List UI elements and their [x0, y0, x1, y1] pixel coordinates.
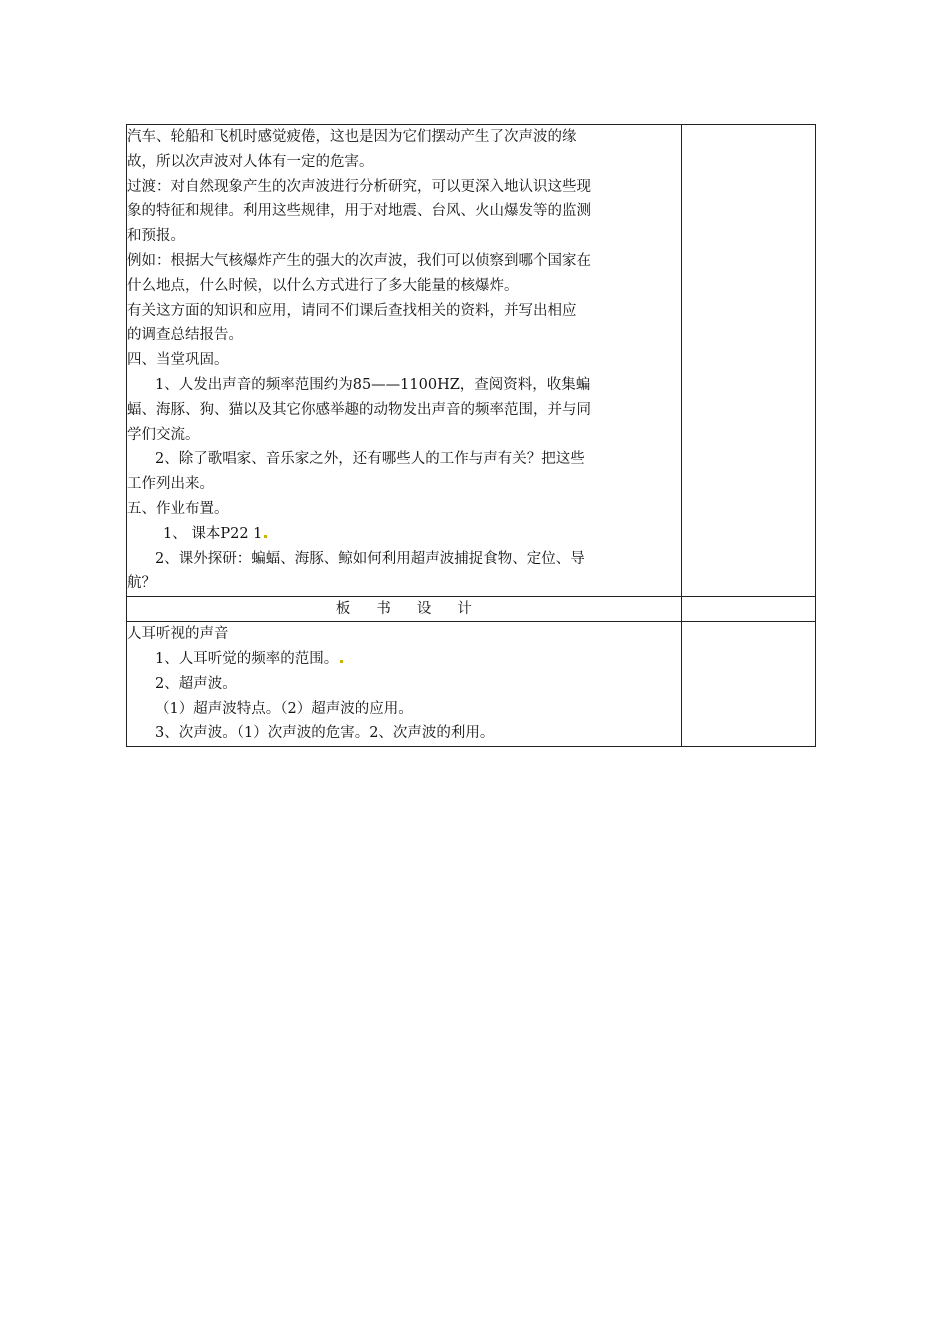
text-line: 有关这方面的知识和应用，请同不们课后查找相关的资料，并写出相应	[127, 302, 577, 319]
side-cell	[681, 622, 815, 747]
text-line: 什么地点，什么时候，以什么方式进行了多大能量的核爆炸。	[127, 277, 519, 294]
board-item-text: 1、人耳听觉的频率的范围。	[155, 650, 339, 667]
side-cell	[681, 125, 815, 597]
board-heading: 板书设计	[335, 601, 498, 618]
section-heading-homework: 五、作业布置。	[127, 500, 229, 517]
section-heading-consolidation: 四、当堂巩固。	[127, 352, 229, 369]
text-line: 象的特征和规律。利用这些规律，用于对地震、台风、火山爆发等的监测	[127, 203, 591, 220]
lesson-plan-table	[126, 124, 816, 747]
text-line: 例如：根据大气核爆炸产生的强大的次声波，我们可以侦察到哪个国家在	[127, 252, 591, 269]
text-line: 学们交流。	[127, 426, 200, 443]
text-line: 航？	[127, 575, 156, 592]
board-row	[127, 622, 816, 747]
board-cell	[127, 622, 682, 747]
board-item: 2、超声波。	[155, 675, 237, 692]
text-line: 的调查总结报告。	[127, 327, 243, 344]
text-line: 汽车、轮船和飞机时感觉疲倦，这也是因为它们摆动产生了次声波的缘	[127, 129, 577, 145]
content-row	[127, 125, 816, 597]
text-line: 2、除了歌唱家、音乐家之外，还有哪些人的工作与声有关？把这些	[155, 451, 585, 468]
heading-row	[127, 597, 816, 622]
text-line: 故，所以次声波对人体有一定的危害。	[127, 153, 374, 170]
board-item: 3、次声波。（1）次声波的危害。2、次声波的利用。	[155, 725, 495, 742]
dot-mark	[340, 660, 343, 663]
homework-item	[127, 522, 681, 547]
text-line: 1、人发出声音的频率范围约为85——1100HZ，查阅资料，收集蝙	[155, 376, 591, 393]
text-line: 蝠、海豚、狗、猫以及其它你感举趣的动物发出声音的频率范围，并与同	[127, 401, 591, 418]
text-line: 2、课外探研：蝙蝠、海豚、鲸如何利用超声波捕捉食物、定位、导	[155, 550, 585, 567]
dot-mark	[264, 535, 267, 538]
homework-item-text: 1、 课本P22 1	[163, 525, 263, 542]
board-title: 人耳听视的声音	[127, 626, 229, 643]
text-line: 工作列出来。	[127, 476, 214, 493]
side-cell	[681, 597, 815, 622]
board-item	[127, 647, 681, 672]
board-item: （1）超声波特点。（2）超声波的应用。	[155, 700, 413, 717]
board-heading-cell	[127, 597, 682, 622]
text-line: 和预报。	[127, 228, 185, 245]
content-cell	[127, 125, 682, 597]
text-line: 过渡：对自然现象产生的次声波进行分析研究，可以更深入地认识这些现	[127, 178, 591, 195]
